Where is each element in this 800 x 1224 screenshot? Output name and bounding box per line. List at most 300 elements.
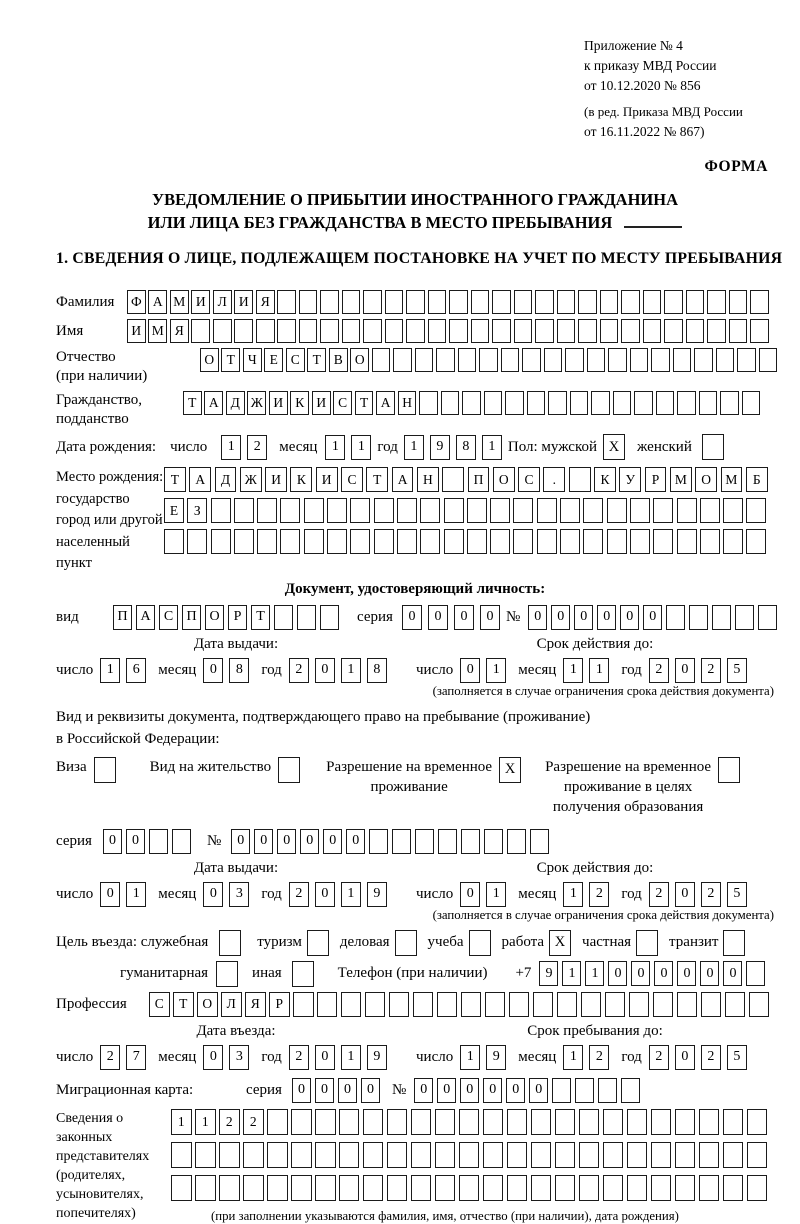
phone-digit-cell[interactable]: 0 — [700, 961, 719, 986]
birth-place-cell[interactable]: А — [189, 467, 211, 492]
representative-cell[interactable] — [555, 1109, 576, 1135]
representative-cell[interactable] — [339, 1175, 360, 1201]
surname-cell[interactable] — [750, 290, 769, 314]
residence-number-cell[interactable] — [438, 829, 457, 854]
birth-place-cell[interactable]: З — [187, 498, 207, 523]
birth-place-cell[interactable] — [467, 529, 487, 554]
birth-place-cell[interactable] — [560, 529, 580, 554]
name-cell[interactable] — [299, 319, 318, 343]
residence-series-cell[interactable] — [172, 829, 191, 854]
doc-kind-cell[interactable]: О — [205, 605, 224, 630]
entry-month-cell[interactable]: 3 — [229, 1045, 249, 1070]
birth-year-cell[interactable]: 9 — [430, 435, 450, 460]
birth-place-cell[interactable] — [234, 529, 254, 554]
purpose-study-checkbox[interactable] — [469, 930, 491, 956]
residence-number-cell[interactable] — [484, 829, 503, 854]
purpose-tourism-checkbox[interactable] — [307, 930, 329, 956]
name-cell[interactable] — [707, 319, 726, 343]
birth-place-cell[interactable] — [700, 498, 720, 523]
representative-cell[interactable] — [483, 1142, 504, 1168]
birth-year-cell[interactable]: 1 — [404, 435, 424, 460]
purpose-other-checkbox[interactable] — [292, 961, 314, 987]
representative-cell[interactable] — [603, 1109, 624, 1135]
name-cell[interactable] — [428, 319, 447, 343]
representative-cell[interactable] — [723, 1109, 744, 1135]
representative-cell[interactable] — [675, 1142, 696, 1168]
representative-cell[interactable] — [627, 1175, 648, 1201]
birth-place-cell[interactable]: А — [392, 467, 414, 492]
birth-place-cell[interactable] — [211, 498, 231, 523]
profession-cell[interactable] — [485, 992, 506, 1017]
surname-cell[interactable] — [514, 290, 533, 314]
residence-number-cell[interactable]: 0 — [300, 829, 319, 854]
birth-place-cell[interactable] — [723, 498, 743, 523]
residence-valid-year-cell[interactable]: 0 — [675, 882, 695, 907]
birth-place-cell[interactable] — [280, 498, 300, 523]
patronymic-cell[interactable]: О — [200, 348, 219, 372]
profession-cell[interactable] — [317, 992, 338, 1017]
representative-cell[interactable] — [243, 1142, 264, 1168]
profession-cell[interactable] — [653, 992, 674, 1017]
doc-kind-cell[interactable]: С — [159, 605, 178, 630]
citizenship-cell[interactable]: И — [269, 391, 288, 415]
residence-valid-year-cell[interactable]: 5 — [727, 882, 747, 907]
citizenship-cell[interactable] — [419, 391, 438, 415]
representative-cell[interactable] — [483, 1109, 504, 1135]
purpose-transit-checkbox[interactable] — [723, 930, 745, 956]
surname-cell[interactable] — [363, 290, 382, 314]
stay-year-cell[interactable]: 0 — [675, 1045, 695, 1070]
birth-place-cell[interactable] — [560, 498, 580, 523]
representative-cell[interactable] — [459, 1142, 480, 1168]
citizenship-cell[interactable] — [699, 391, 718, 415]
birth-place-cell[interactable]: И — [316, 467, 338, 492]
name-cell[interactable]: И — [127, 319, 146, 343]
citizenship-cell[interactable] — [570, 391, 589, 415]
doc-issue-day-cell[interactable]: 6 — [126, 658, 146, 683]
surname-cell[interactable] — [385, 290, 404, 314]
migration-series-cell[interactable]: 0 — [315, 1078, 334, 1103]
birth-place-cell[interactable] — [327, 498, 347, 523]
birth-place-cell[interactable] — [607, 529, 627, 554]
birth-day-cell[interactable]: 2 — [247, 435, 267, 460]
doc-valid-year-cell[interactable]: 2 — [701, 658, 721, 683]
citizenship-cell[interactable]: Ж — [247, 391, 266, 415]
patronymic-cell[interactable] — [436, 348, 455, 372]
representative-cell[interactable] — [579, 1109, 600, 1135]
birth-place-cell[interactable]: Д — [215, 467, 237, 492]
name-cell[interactable] — [578, 319, 597, 343]
patronymic-cell[interactable] — [630, 348, 649, 372]
name-cell[interactable] — [621, 319, 640, 343]
doc-issue-day-cell[interactable]: 1 — [100, 658, 120, 683]
birth-day-cell[interactable]: 1 — [221, 435, 241, 460]
patronymic-cell[interactable]: В — [329, 348, 348, 372]
residence-number-cell[interactable] — [530, 829, 549, 854]
birth-place-cell[interactable] — [677, 529, 697, 554]
birth-place-cell[interactable] — [746, 529, 766, 554]
doc-number-cell[interactable]: 0 — [551, 605, 570, 630]
birth-place-cell[interactable] — [397, 498, 417, 523]
surname-cell[interactable] — [449, 290, 468, 314]
birth-place-cell[interactable]: К — [594, 467, 616, 492]
birth-place-cell[interactable] — [164, 529, 184, 554]
representative-cell[interactable] — [195, 1175, 216, 1201]
name-cell[interactable] — [643, 319, 662, 343]
representative-cell[interactable] — [363, 1142, 384, 1168]
profession-cell[interactable]: Т — [173, 992, 194, 1017]
patronymic-cell[interactable]: С — [286, 348, 305, 372]
patronymic-cell[interactable]: Т — [307, 348, 326, 372]
birth-place-cell[interactable] — [490, 498, 510, 523]
representative-cell[interactable] — [267, 1175, 288, 1201]
name-cell[interactable] — [557, 319, 576, 343]
representative-cell[interactable] — [339, 1142, 360, 1168]
residence-issue-year-cell[interactable]: 9 — [367, 882, 387, 907]
phone-digit-cell[interactable]: 1 — [585, 961, 604, 986]
doc-valid-day-cell[interactable]: 0 — [460, 658, 480, 683]
representative-cell[interactable] — [651, 1142, 672, 1168]
surname-cell[interactable] — [320, 290, 339, 314]
name-cell[interactable] — [277, 319, 296, 343]
patronymic-cell[interactable] — [501, 348, 520, 372]
birth-place-cell[interactable] — [583, 529, 603, 554]
representative-cell[interactable] — [507, 1109, 528, 1135]
name-cell[interactable] — [234, 319, 253, 343]
birth-place-cell[interactable]: С — [518, 467, 540, 492]
residence-issue-day-cell[interactable]: 1 — [126, 882, 146, 907]
birth-place-cell[interactable]: О — [493, 467, 515, 492]
migration-number-cell[interactable]: 0 — [529, 1078, 548, 1103]
representative-cell[interactable] — [675, 1175, 696, 1201]
birth-place-cell[interactable] — [630, 498, 650, 523]
residence-number-cell[interactable]: 0 — [254, 829, 273, 854]
birth-place-cell[interactable] — [304, 529, 324, 554]
patronymic-cell[interactable] — [651, 348, 670, 372]
residence-number-cell[interactable] — [415, 829, 434, 854]
representative-cell[interactable]: 2 — [219, 1109, 240, 1135]
surname-cell[interactable] — [600, 290, 619, 314]
profession-cell[interactable]: Р — [269, 992, 290, 1017]
surname-cell[interactable]: Я — [256, 290, 275, 314]
surname-cell[interactable] — [406, 290, 425, 314]
doc-number-cell[interactable] — [735, 605, 754, 630]
representative-cell[interactable] — [435, 1142, 456, 1168]
surname-cell[interactable] — [707, 290, 726, 314]
migration-number-cell[interactable]: 0 — [414, 1078, 433, 1103]
representative-cell[interactable] — [507, 1142, 528, 1168]
birth-month-cell[interactable]: 1 — [325, 435, 345, 460]
entry-day-cell[interactable]: 2 — [100, 1045, 120, 1070]
visa-checkbox[interactable] — [94, 757, 116, 783]
citizenship-cell[interactable]: К — [290, 391, 309, 415]
title-blank-underline[interactable] — [624, 212, 682, 228]
doc-number-cell[interactable]: 0 — [620, 605, 639, 630]
doc-kind-cell[interactable]: П — [113, 605, 132, 630]
surname-cell[interactable] — [277, 290, 296, 314]
representative-cell[interactable] — [555, 1142, 576, 1168]
name-cell[interactable] — [729, 319, 748, 343]
citizenship-cell[interactable] — [462, 391, 481, 415]
birth-place-cell[interactable] — [746, 498, 766, 523]
name-cell[interactable] — [363, 319, 382, 343]
migration-number-cell[interactable]: 0 — [506, 1078, 525, 1103]
citizenship-cell[interactable] — [677, 391, 696, 415]
patronymic-cell[interactable] — [544, 348, 563, 372]
patronymic-cell[interactable] — [458, 348, 477, 372]
representative-cell[interactable] — [315, 1142, 336, 1168]
profession-cell[interactable] — [365, 992, 386, 1017]
patronymic-cell[interactable] — [372, 348, 391, 372]
migration-number-cell[interactable] — [621, 1078, 640, 1103]
stay-day-cell[interactable]: 9 — [486, 1045, 506, 1070]
residence-issue-month-cell[interactable]: 0 — [203, 882, 223, 907]
doc-number-cell[interactable] — [712, 605, 731, 630]
doc-valid-year-cell[interactable]: 5 — [727, 658, 747, 683]
name-cell[interactable] — [191, 319, 210, 343]
citizenship-cell[interactable] — [484, 391, 503, 415]
surname-cell[interactable] — [557, 290, 576, 314]
residence-valid-month-cell[interactable]: 2 — [589, 882, 609, 907]
birth-place-cell[interactable] — [537, 498, 557, 523]
representative-cell[interactable] — [219, 1175, 240, 1201]
patronymic-cell[interactable]: Е — [264, 348, 283, 372]
surname-cell[interactable] — [643, 290, 662, 314]
surname-cell[interactable] — [729, 290, 748, 314]
profession-cell[interactable] — [557, 992, 578, 1017]
birth-place-cell[interactable] — [350, 529, 370, 554]
name-cell[interactable] — [256, 319, 275, 343]
profession-cell[interactable] — [749, 992, 770, 1017]
representative-cell[interactable] — [219, 1142, 240, 1168]
doc-valid-year-cell[interactable]: 0 — [675, 658, 695, 683]
doc-number-cell[interactable] — [689, 605, 708, 630]
patronymic-cell[interactable] — [608, 348, 627, 372]
migration-number-cell[interactable] — [552, 1078, 571, 1103]
birth-place-cell[interactable] — [442, 467, 464, 492]
birth-place-cell[interactable] — [444, 498, 464, 523]
birth-place-cell[interactable] — [537, 529, 557, 554]
doc-valid-month-cell[interactable]: 1 — [563, 658, 583, 683]
patronymic-cell[interactable] — [479, 348, 498, 372]
profession-cell[interactable] — [629, 992, 650, 1017]
profession-cell[interactable]: Л — [221, 992, 242, 1017]
representative-cell[interactable] — [267, 1142, 288, 1168]
doc-number-cell[interactable] — [758, 605, 777, 630]
entry-year-cell[interactable]: 2 — [289, 1045, 309, 1070]
citizenship-cell[interactable]: Н — [398, 391, 417, 415]
surname-cell[interactable] — [535, 290, 554, 314]
birth-place-cell[interactable]: М — [721, 467, 743, 492]
representative-cell[interactable] — [411, 1142, 432, 1168]
citizenship-cell[interactable] — [548, 391, 567, 415]
representative-cell[interactable] — [291, 1175, 312, 1201]
representative-cell[interactable] — [627, 1142, 648, 1168]
migration-number-cell[interactable]: 0 — [483, 1078, 502, 1103]
profession-cell[interactable] — [725, 992, 746, 1017]
representative-cell[interactable] — [315, 1109, 336, 1135]
name-cell[interactable] — [514, 319, 533, 343]
representative-cell[interactable] — [387, 1142, 408, 1168]
surname-cell[interactable] — [621, 290, 640, 314]
citizenship-cell[interactable]: Т — [183, 391, 202, 415]
doc-kind-cell[interactable]: П — [182, 605, 201, 630]
patronymic-cell[interactable] — [522, 348, 541, 372]
profession-cell[interactable] — [437, 992, 458, 1017]
representative-cell[interactable] — [243, 1175, 264, 1201]
profession-cell[interactable] — [461, 992, 482, 1017]
residence-valid-day-cell[interactable]: 1 — [486, 882, 506, 907]
residence-valid-month-cell[interactable]: 1 — [563, 882, 583, 907]
citizenship-cell[interactable] — [742, 391, 761, 415]
entry-year-cell[interactable]: 1 — [341, 1045, 361, 1070]
birth-place-cell[interactable] — [513, 498, 533, 523]
residence-valid-year-cell[interactable]: 2 — [649, 882, 669, 907]
profession-cell[interactable] — [701, 992, 722, 1017]
birth-place-cell[interactable]: Т — [366, 467, 388, 492]
birth-place-cell[interactable] — [490, 529, 510, 554]
doc-valid-day-cell[interactable]: 1 — [486, 658, 506, 683]
birth-month-cell[interactable]: 1 — [351, 435, 371, 460]
surname-cell[interactable] — [428, 290, 447, 314]
residence-number-cell[interactable] — [369, 829, 388, 854]
doc-issue-year-cell[interactable]: 1 — [341, 658, 361, 683]
doc-valid-month-cell[interactable]: 1 — [589, 658, 609, 683]
name-cell[interactable] — [600, 319, 619, 343]
patronymic-cell[interactable] — [565, 348, 584, 372]
citizenship-cell[interactable] — [441, 391, 460, 415]
birth-place-cell[interactable]: Н — [417, 467, 439, 492]
representative-cell[interactable] — [675, 1109, 696, 1135]
birth-place-cell[interactable]: Е — [164, 498, 184, 523]
residence-series-cell[interactable] — [149, 829, 168, 854]
birth-place-cell[interactable] — [350, 498, 370, 523]
phone-digit-cell[interactable]: 9 — [539, 961, 558, 986]
citizenship-cell[interactable] — [656, 391, 675, 415]
phone-digit-cell[interactable]: 1 — [562, 961, 581, 986]
patronymic-cell[interactable] — [737, 348, 756, 372]
representative-cell[interactable] — [651, 1175, 672, 1201]
profession-cell[interactable] — [533, 992, 554, 1017]
birth-place-cell[interactable]: И — [265, 467, 287, 492]
birth-place-cell[interactable] — [723, 529, 743, 554]
patronymic-cell[interactable] — [587, 348, 606, 372]
phone-digit-cell[interactable]: 0 — [677, 961, 696, 986]
stay-month-cell[interactable]: 1 — [563, 1045, 583, 1070]
residence-number-cell[interactable]: 0 — [346, 829, 365, 854]
representative-cell[interactable] — [171, 1142, 192, 1168]
representative-cell[interactable] — [723, 1142, 744, 1168]
citizenship-cell[interactable] — [720, 391, 739, 415]
surname-cell[interactable]: А — [148, 290, 167, 314]
birth-place-cell[interactable]: О — [695, 467, 717, 492]
patronymic-cell[interactable] — [694, 348, 713, 372]
representative-cell[interactable] — [531, 1175, 552, 1201]
name-cell[interactable] — [664, 319, 683, 343]
phone-digit-cell[interactable]: 0 — [608, 961, 627, 986]
birth-place-cell[interactable] — [630, 529, 650, 554]
birth-place-cell[interactable] — [304, 498, 324, 523]
purpose-business-checkbox[interactable] — [219, 930, 241, 956]
purpose-private-checkbox[interactable] — [636, 930, 658, 956]
representative-cell[interactable] — [603, 1175, 624, 1201]
residence-number-cell[interactable] — [392, 829, 411, 854]
representative-cell[interactable] — [291, 1109, 312, 1135]
birth-place-cell[interactable] — [374, 529, 394, 554]
representative-cell[interactable] — [579, 1175, 600, 1201]
name-cell[interactable]: М — [148, 319, 167, 343]
migration-number-cell[interactable] — [598, 1078, 617, 1103]
representative-cell[interactable] — [627, 1109, 648, 1135]
representative-cell[interactable] — [603, 1142, 624, 1168]
doc-kind-cell[interactable]: А — [136, 605, 155, 630]
representative-cell[interactable]: 1 — [171, 1109, 192, 1135]
profession-cell[interactable] — [389, 992, 410, 1017]
name-cell[interactable] — [686, 319, 705, 343]
birth-year-cell[interactable]: 1 — [482, 435, 502, 460]
representative-cell[interactable] — [435, 1175, 456, 1201]
name-cell[interactable] — [750, 319, 769, 343]
representative-cell[interactable] — [507, 1175, 528, 1201]
doc-number-cell[interactable]: 0 — [574, 605, 593, 630]
residence-number-cell[interactable]: 0 — [277, 829, 296, 854]
birth-place-cell[interactable] — [569, 467, 591, 492]
birth-place-cell[interactable] — [257, 498, 277, 523]
birth-place-cell[interactable] — [653, 529, 673, 554]
sex-male-checkbox[interactable]: X — [603, 434, 625, 460]
birth-place-cell[interactable]: П — [468, 467, 490, 492]
doc-issue-year-cell[interactable]: 0 — [315, 658, 335, 683]
birth-place-cell[interactable]: . — [543, 467, 565, 492]
doc-issue-month-cell[interactable]: 8 — [229, 658, 249, 683]
residence-issue-year-cell[interactable]: 2 — [289, 882, 309, 907]
representative-cell[interactable] — [411, 1175, 432, 1201]
doc-kind-cell[interactable] — [297, 605, 316, 630]
name-cell[interactable] — [342, 319, 361, 343]
doc-number-cell[interactable]: 0 — [643, 605, 662, 630]
birth-place-cell[interactable] — [513, 529, 533, 554]
stay-day-cell[interactable]: 1 — [460, 1045, 480, 1070]
purpose-humanitarian-checkbox[interactable] — [216, 961, 238, 987]
representative-cell[interactable] — [747, 1109, 768, 1135]
profession-cell[interactable] — [509, 992, 530, 1017]
residence-permit-checkbox[interactable] — [278, 757, 300, 783]
birth-place-cell[interactable]: М — [670, 467, 692, 492]
citizenship-cell[interactable] — [634, 391, 653, 415]
stay-year-cell[interactable]: 2 — [701, 1045, 721, 1070]
birth-place-cell[interactable]: К — [290, 467, 312, 492]
migration-series-cell[interactable]: 0 — [338, 1078, 357, 1103]
patronymic-cell[interactable]: Т — [221, 348, 240, 372]
birth-place-cell[interactable]: Т — [164, 467, 186, 492]
residence-number-cell[interactable]: 0 — [323, 829, 342, 854]
birth-place-cell[interactable] — [257, 529, 277, 554]
surname-cell[interactable] — [299, 290, 318, 314]
birth-place-cell[interactable] — [700, 529, 720, 554]
residence-series-cell[interactable]: 0 — [126, 829, 145, 854]
representative-cell[interactable] — [387, 1109, 408, 1135]
doc-number-cell[interactable]: 0 — [528, 605, 547, 630]
name-cell[interactable] — [492, 319, 511, 343]
representative-cell[interactable] — [315, 1175, 336, 1201]
residence-number-cell[interactable]: 0 — [231, 829, 250, 854]
representative-cell[interactable]: 2 — [243, 1109, 264, 1135]
citizenship-cell[interactable]: Д — [226, 391, 245, 415]
profession-cell[interactable]: Я — [245, 992, 266, 1017]
migration-number-cell[interactable] — [575, 1078, 594, 1103]
birth-place-cell[interactable] — [420, 529, 440, 554]
phone-digit-cell[interactable]: 0 — [723, 961, 742, 986]
